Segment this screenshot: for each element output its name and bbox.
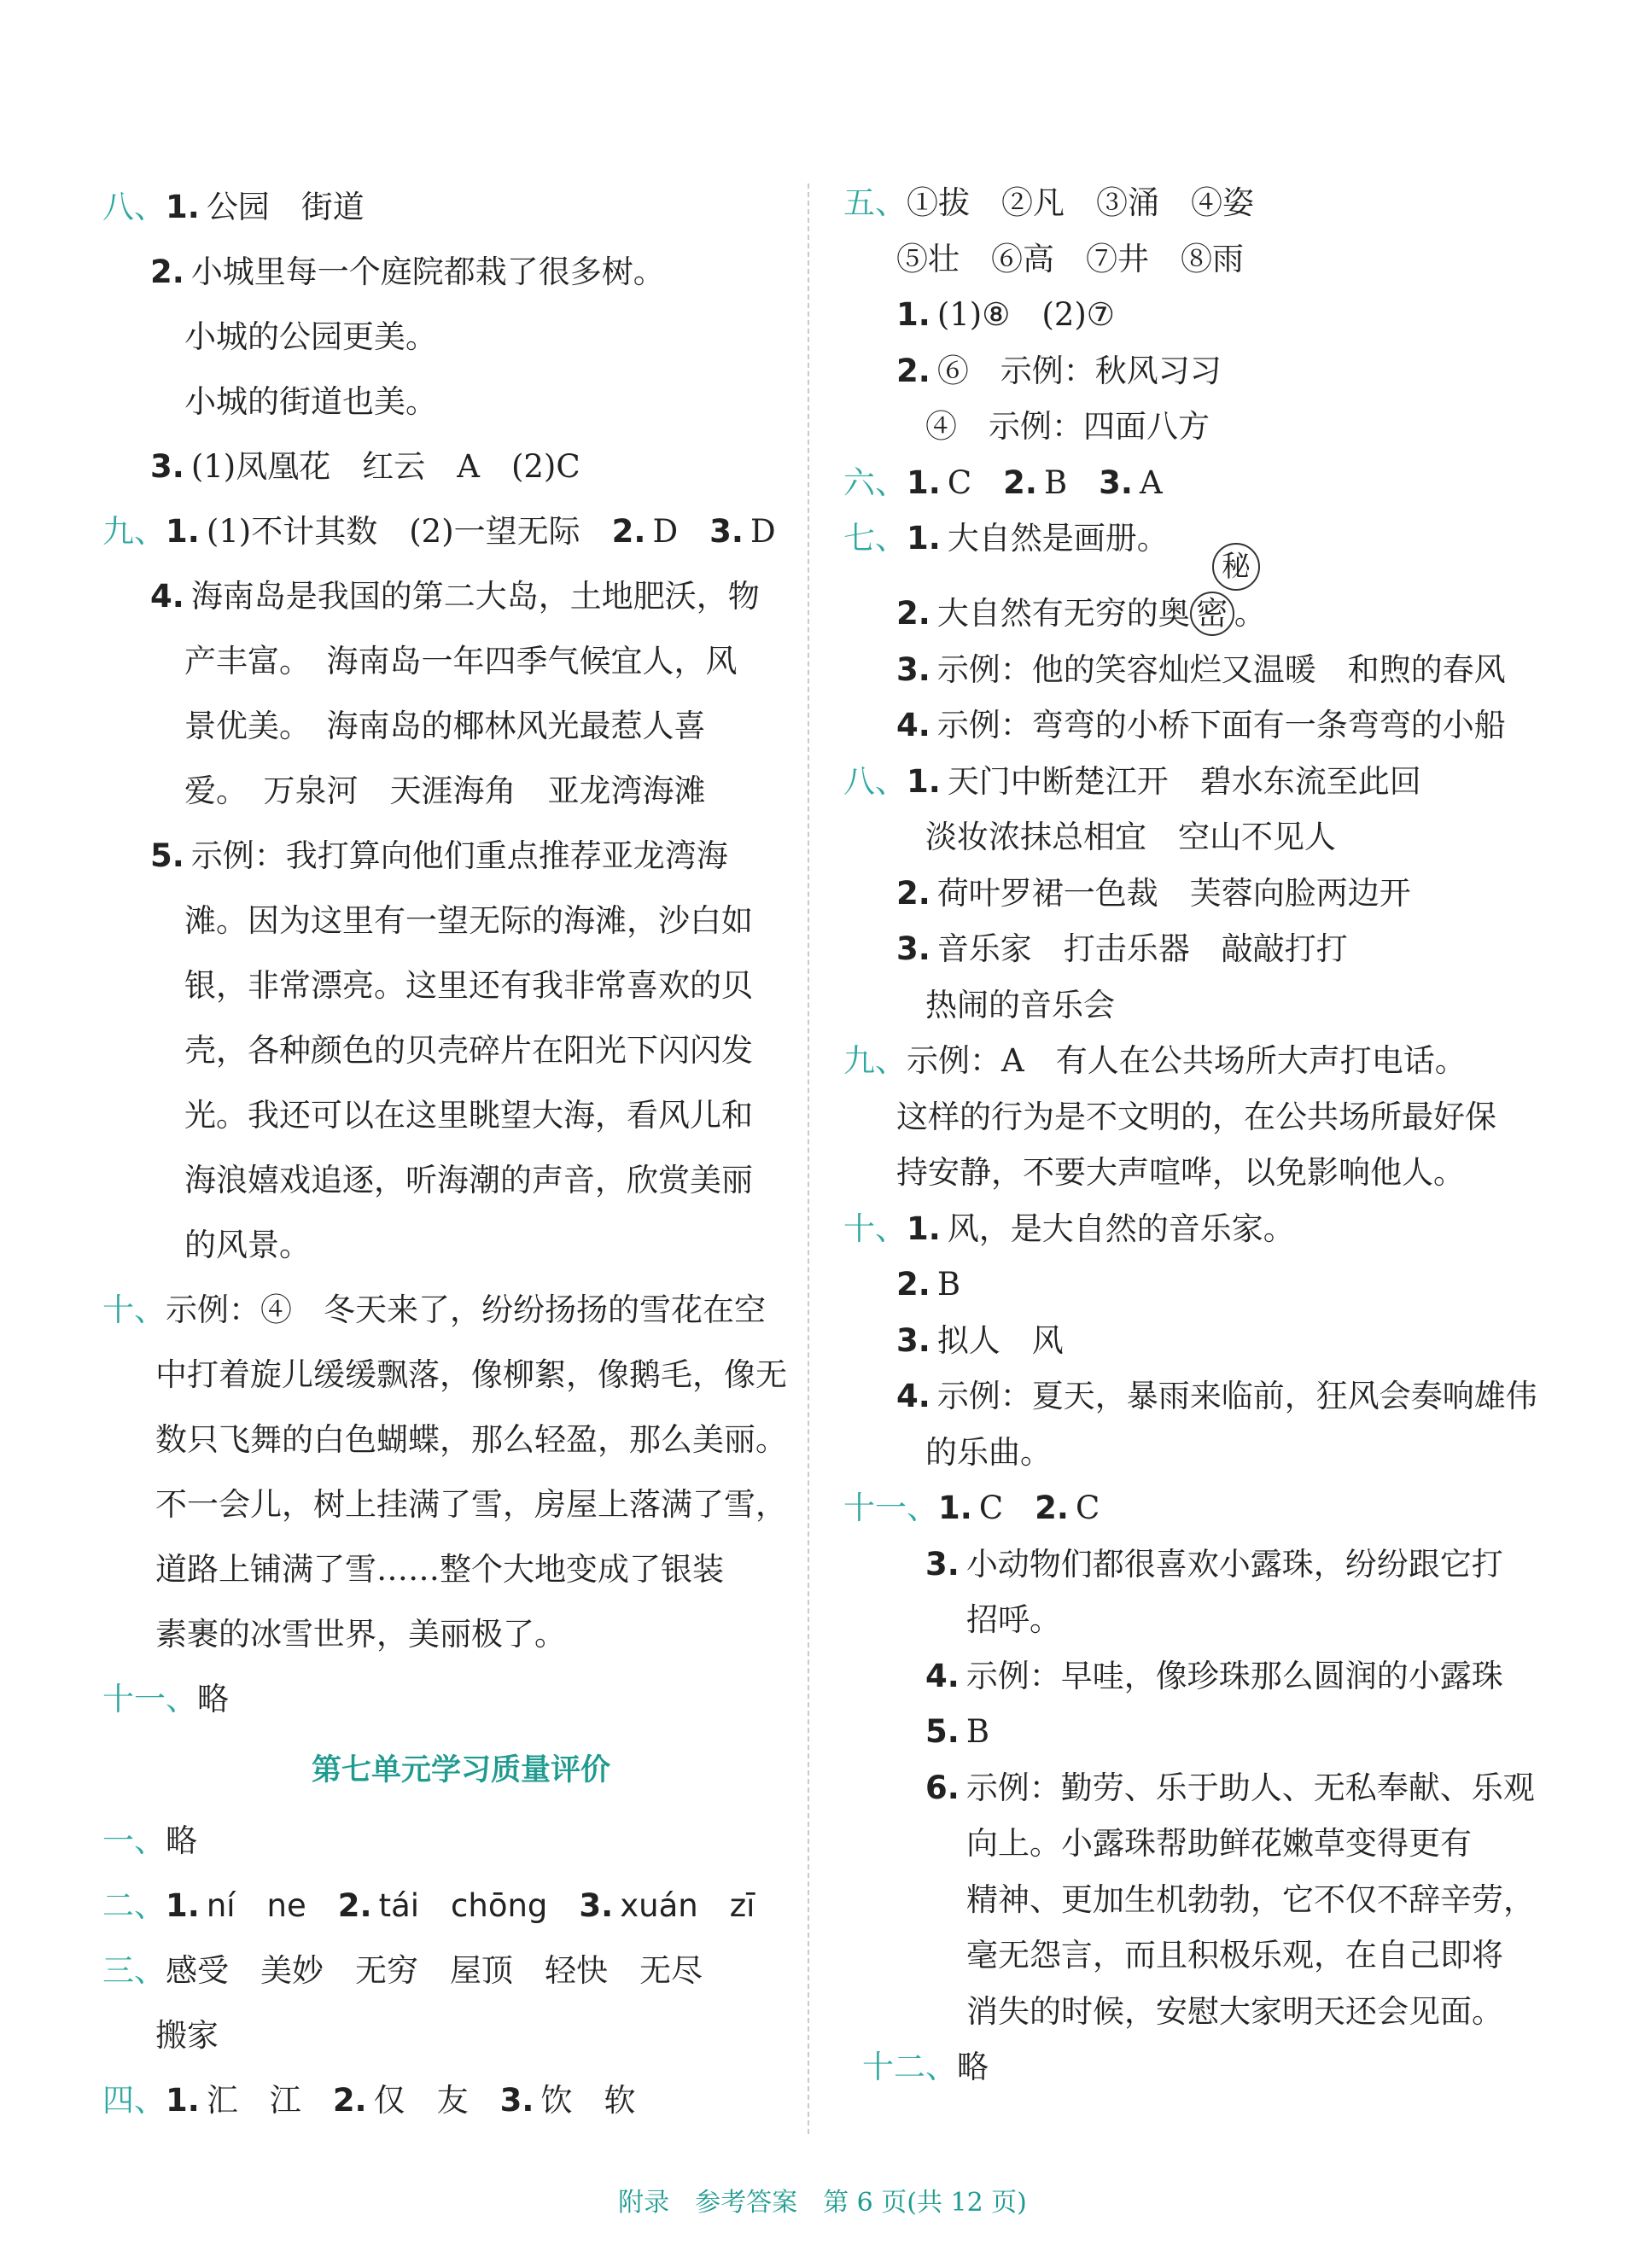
section-mark: 十、 bbox=[102, 1291, 166, 1328]
item-number: 1. bbox=[166, 2082, 200, 2119]
answer-text: 拟人 风 bbox=[936, 1321, 1064, 1359]
item-number: 2. bbox=[337, 1887, 372, 1924]
answer-line bbox=[102, 240, 785, 305]
answer-line bbox=[843, 1201, 1543, 1257]
answer-text: 小城里每一个庭院都栽了很多树。 bbox=[190, 254, 665, 290]
section-11-right bbox=[843, 1480, 1543, 2039]
answer-text: 示例：弯弯的小桥下面有一条弯弯的小船 bbox=[936, 707, 1506, 743]
answer-text: (1)不计其数 (2)一望无际 bbox=[206, 513, 612, 550]
answer-line: 中打着旋儿缓缓飘落，像柳絮，像鹅毛，像无 bbox=[155, 1356, 787, 1393]
answer-text: ⑥ 示例：秋风习习 bbox=[936, 352, 1222, 389]
item-number: 4. bbox=[896, 1378, 930, 1414]
answer-text: 天门中断楚江开 碧水东流至此回 bbox=[947, 762, 1421, 800]
answer-text: ①拔 ②凡 ③涌 ④姿 bbox=[907, 184, 1254, 221]
section-mark: 一、 bbox=[102, 1822, 166, 1859]
answer-text: 示例：A 有人在公共场所大声打电话。 bbox=[907, 1042, 1467, 1079]
item-number: 4. bbox=[150, 578, 184, 615]
item-number: 3. bbox=[709, 513, 744, 550]
pinyin-text: xuán zī bbox=[620, 1887, 755, 1924]
answer-line: 的乐曲。 bbox=[925, 1433, 1052, 1471]
answer-line bbox=[843, 287, 1543, 343]
answer-line: 热闹的音乐会 bbox=[925, 986, 1115, 1023]
answer-line: 爱。 万泉河 天涯海角 亚龙湾海滩 bbox=[184, 773, 706, 809]
answer-line bbox=[102, 175, 785, 240]
answer-line: 毫无怨言，而且积极乐观，在自己即将 bbox=[966, 1937, 1503, 1974]
answer-line: 的风景。 bbox=[184, 1227, 311, 1263]
item-number: 1. bbox=[907, 762, 941, 800]
section-9 bbox=[102, 499, 785, 1278]
answer-text: D bbox=[652, 513, 710, 550]
answer-line bbox=[843, 2039, 1543, 2096]
item-number: 2. bbox=[150, 254, 184, 290]
section-mark: 四、 bbox=[102, 2082, 166, 2119]
answer-line bbox=[843, 1760, 1543, 1816]
section-mark: 十、 bbox=[843, 1210, 907, 1247]
item-number: 3. bbox=[499, 2082, 534, 2119]
answer-line bbox=[102, 1667, 785, 1732]
answer-line bbox=[843, 1704, 1543, 1760]
section-5 bbox=[843, 175, 1543, 455]
item-number: 1. bbox=[907, 520, 941, 557]
item-number: 2. bbox=[896, 594, 930, 632]
answer-line: 滩。因为这里有一望无际的海滩，沙白如 bbox=[184, 902, 753, 939]
answer-line bbox=[843, 1536, 1543, 1593]
section-mark: 八、 bbox=[102, 189, 166, 225]
answer-line: ⑤壮 ⑥高 ⑦井 ⑧雨 bbox=[896, 240, 1244, 277]
section-8-right bbox=[843, 754, 1543, 1034]
answer-text: 示例：他的笑容灿烂又温暖 和煦的春风 bbox=[936, 650, 1506, 688]
answer-text: 海南岛是我国的第二大岛，土地肥沃，物 bbox=[190, 578, 760, 615]
answer-line: 精神、更加生机勃勃，它不仅不辞辛劳， bbox=[966, 1880, 1535, 1918]
answer-text: 仅 友 bbox=[373, 2082, 469, 2119]
spacer bbox=[843, 567, 1543, 577]
pinyin-text: ní ne bbox=[206, 1887, 306, 1924]
answer-text: (1)凤凰花 红云 A (2)C bbox=[190, 448, 580, 485]
answer-line bbox=[843, 343, 1543, 399]
item-number: 2. bbox=[611, 513, 646, 550]
answer-text: 略 bbox=[197, 1681, 229, 1717]
answer-line bbox=[843, 1256, 1543, 1313]
answer-line bbox=[843, 1368, 1543, 1425]
answer-text: 示例：我打算向他们重点推荐亚龙湾海 bbox=[190, 837, 728, 874]
answer-line bbox=[843, 549, 1543, 642]
answer-text: 大自然有无穷的奥 bbox=[936, 594, 1190, 632]
answer-text: B bbox=[936, 1266, 961, 1303]
answer-text: 示例：④ 冬天来了，纷纷扬扬的雪花在空 bbox=[166, 1291, 766, 1328]
section-9-right bbox=[843, 1033, 1543, 1201]
item-number: 1. bbox=[907, 464, 941, 501]
item-number: 2. bbox=[332, 2082, 367, 2119]
correction-bubble: 秘 bbox=[1212, 543, 1260, 591]
item-number: 2. bbox=[896, 1266, 930, 1303]
answer-line bbox=[102, 434, 785, 499]
answer-line: 产丰富。 海南岛一年四季气候宜人，风 bbox=[184, 643, 738, 679]
answer-line: 淡妆浓抹总相宜 空山不见人 bbox=[925, 819, 1336, 855]
section-mark: 十二、 bbox=[862, 2049, 957, 2085]
unit-7-sections bbox=[102, 1809, 785, 2133]
section-10-right bbox=[843, 1201, 1543, 1481]
answer-line bbox=[102, 824, 785, 889]
item-number: 1. bbox=[166, 1887, 200, 1924]
answer-line bbox=[843, 175, 1543, 231]
left-column bbox=[102, 175, 785, 2133]
answer-line: 道路上铺满了雪……整个大地变成了银装 bbox=[155, 1551, 724, 1588]
item-number: 3. bbox=[896, 1321, 930, 1359]
section-mark: 九、 bbox=[843, 1042, 907, 1079]
section-11 bbox=[102, 1667, 785, 1732]
page-footer: 附录 参考答案 第 6 页(共 12 页) bbox=[618, 2188, 1027, 2218]
answer-text: 。 bbox=[1234, 594, 1266, 632]
item-number: 3. bbox=[896, 650, 930, 688]
answer-text: 示例：早哇，像珍珠那么圆润的小露珠 bbox=[965, 1657, 1503, 1694]
item-number: 1. bbox=[896, 296, 930, 333]
item-number: 2. bbox=[896, 874, 930, 912]
answer-text: C bbox=[1075, 1490, 1100, 1526]
answer-line bbox=[843, 1480, 1543, 1536]
answer-line: 素裹的冰雪世界，美丽极了。 bbox=[155, 1616, 566, 1653]
answer-text: 略 bbox=[957, 2049, 989, 2085]
answer-line bbox=[843, 754, 1543, 810]
answer-line bbox=[843, 697, 1543, 754]
answer-line bbox=[843, 866, 1543, 922]
column-divider bbox=[808, 184, 809, 2134]
answer-line: 银，非常漂亮。这里还有我非常喜欢的贝 bbox=[184, 967, 753, 1004]
item-number: 3. bbox=[925, 1545, 960, 1583]
section-8 bbox=[102, 175, 785, 499]
section-mark: 十一、 bbox=[102, 1681, 197, 1717]
answer-line bbox=[843, 510, 1543, 567]
right-column bbox=[843, 175, 1543, 2096]
answer-text: 公园 街道 bbox=[206, 189, 365, 225]
item-number: 4. bbox=[925, 1657, 960, 1694]
answer-line: 小城的公园更美。 bbox=[184, 318, 437, 355]
answer-line bbox=[102, 1874, 785, 1939]
item-number: 5. bbox=[150, 837, 184, 874]
circled-char: 密 bbox=[1190, 592, 1234, 636]
answer-line: 光。我还可以在这里眺望大海，看风儿和 bbox=[184, 1097, 753, 1134]
answer-line bbox=[843, 1648, 1543, 1705]
section-7 bbox=[843, 510, 1543, 754]
answer-line: 小城的街道也美。 bbox=[184, 383, 437, 420]
answer-text: B bbox=[1043, 464, 1068, 501]
answer-line bbox=[102, 1809, 785, 1874]
item-number: 3. bbox=[150, 448, 184, 485]
section-mark: 八、 bbox=[843, 762, 907, 800]
section-mark: 三、 bbox=[102, 1952, 166, 1989]
answer-line: 不一会儿，树上挂满了雪，房屋上落满了雪， bbox=[155, 1486, 787, 1523]
item-number: 2. bbox=[1035, 1490, 1069, 1526]
answer-text: C bbox=[978, 1490, 1004, 1526]
pinyin-text: tái chōng bbox=[378, 1887, 548, 1924]
item-number: 4. bbox=[896, 707, 930, 743]
answer-text: 示例：勤劳、乐于助人、无私奉献、乐观 bbox=[965, 1769, 1535, 1806]
section-10 bbox=[102, 1278, 785, 1667]
answer-line: 壳，各种颜色的贝壳碎片在阳光下闪闪发 bbox=[184, 1032, 753, 1069]
answer-text: 感受 美妙 无穷 屋顶 轻快 无尽 bbox=[166, 1952, 703, 1989]
answer-line: 消失的时候，安慰大家明天还会见面。 bbox=[966, 1992, 1503, 2030]
answer-line bbox=[102, 2068, 785, 2133]
answer-line bbox=[102, 1278, 785, 1343]
answer-line bbox=[843, 1033, 1543, 1089]
answer-text: C bbox=[947, 464, 972, 501]
answer-text: 汇 江 bbox=[206, 2082, 301, 2119]
answer-line bbox=[102, 1939, 785, 2003]
answer-line: 海浪嬉戏追逐，听海潮的声音，欣赏美丽 bbox=[184, 1162, 753, 1198]
item-number: 1. bbox=[166, 513, 200, 550]
item-number: 1. bbox=[907, 1210, 941, 1247]
answer-line: ④ 示例：四面八方 bbox=[925, 408, 1210, 445]
answer-line bbox=[843, 1313, 1543, 1369]
answer-text: 音乐家 打击乐器 敲敲打打 bbox=[936, 930, 1348, 967]
section-mark: 九、 bbox=[102, 513, 166, 550]
answer-line: 数只飞舞的白色蝴蝶，那么轻盈，那么美丽。 bbox=[155, 1421, 787, 1458]
answer-line bbox=[843, 455, 1543, 511]
answer-text: 荷叶罗裙一色裁 芙蓉向脸两边开 bbox=[936, 874, 1411, 912]
answer-line: 向上。小露珠帮助鲜花嫩草变得更有 bbox=[966, 1825, 1472, 1862]
answer-line: 持安静，不要大声喧哗，以免影响他人。 bbox=[896, 1154, 1465, 1191]
section-mark: 十一、 bbox=[843, 1490, 938, 1526]
answer-text: D bbox=[750, 513, 776, 550]
section-6 bbox=[843, 455, 1543, 511]
section-12-right bbox=[843, 2039, 1543, 2096]
answer-text: 饮 软 bbox=[540, 2082, 636, 2119]
answer-line: 景优美。 海南岛的椰林风光最惹人喜 bbox=[184, 708, 706, 744]
section-mark: 五、 bbox=[843, 184, 907, 221]
answer-text: 小动物们都很喜欢小露珠，纷纷跟它打 bbox=[965, 1545, 1503, 1583]
section-mark: 七、 bbox=[843, 520, 907, 557]
answer-text: (1)⑧ (2)⑦ bbox=[936, 296, 1115, 333]
answer-line bbox=[843, 921, 1543, 977]
answer-text: 风，是大自然的音乐家。 bbox=[947, 1210, 1295, 1247]
handwritten-correction bbox=[1190, 549, 1251, 650]
item-number: 6. bbox=[925, 1769, 960, 1806]
answer-line bbox=[102, 499, 785, 564]
answer-text: A bbox=[1139, 464, 1163, 501]
item-number: 3. bbox=[896, 930, 930, 967]
answer-text: 示例：夏天，暴雨来临前，狂风会奏响雄伟 bbox=[936, 1378, 1537, 1414]
item-number: 1. bbox=[166, 189, 200, 225]
item-number: 2. bbox=[1003, 464, 1037, 501]
answer-text: 大自然是画册。 bbox=[947, 520, 1169, 557]
section-mark: 二、 bbox=[102, 1887, 166, 1924]
answer-line: 这样的行为是不文明的，在公共场所最好保 bbox=[896, 1098, 1496, 1135]
item-number: 2. bbox=[896, 352, 930, 389]
answer-line: 搬家 bbox=[155, 2017, 219, 2054]
answer-line bbox=[102, 564, 785, 629]
unit-title: 第七单元学习质量评价 bbox=[311, 1753, 610, 1787]
answer-text: 略 bbox=[166, 1822, 197, 1859]
answer-text: B bbox=[965, 1713, 990, 1750]
section-mark: 六、 bbox=[843, 464, 907, 501]
item-number: 1. bbox=[938, 1490, 972, 1526]
item-number: 3. bbox=[1099, 464, 1133, 501]
item-number: 5. bbox=[925, 1713, 960, 1750]
item-number: 3. bbox=[579, 1887, 614, 1924]
answer-line: 招呼。 bbox=[966, 1601, 1061, 1638]
